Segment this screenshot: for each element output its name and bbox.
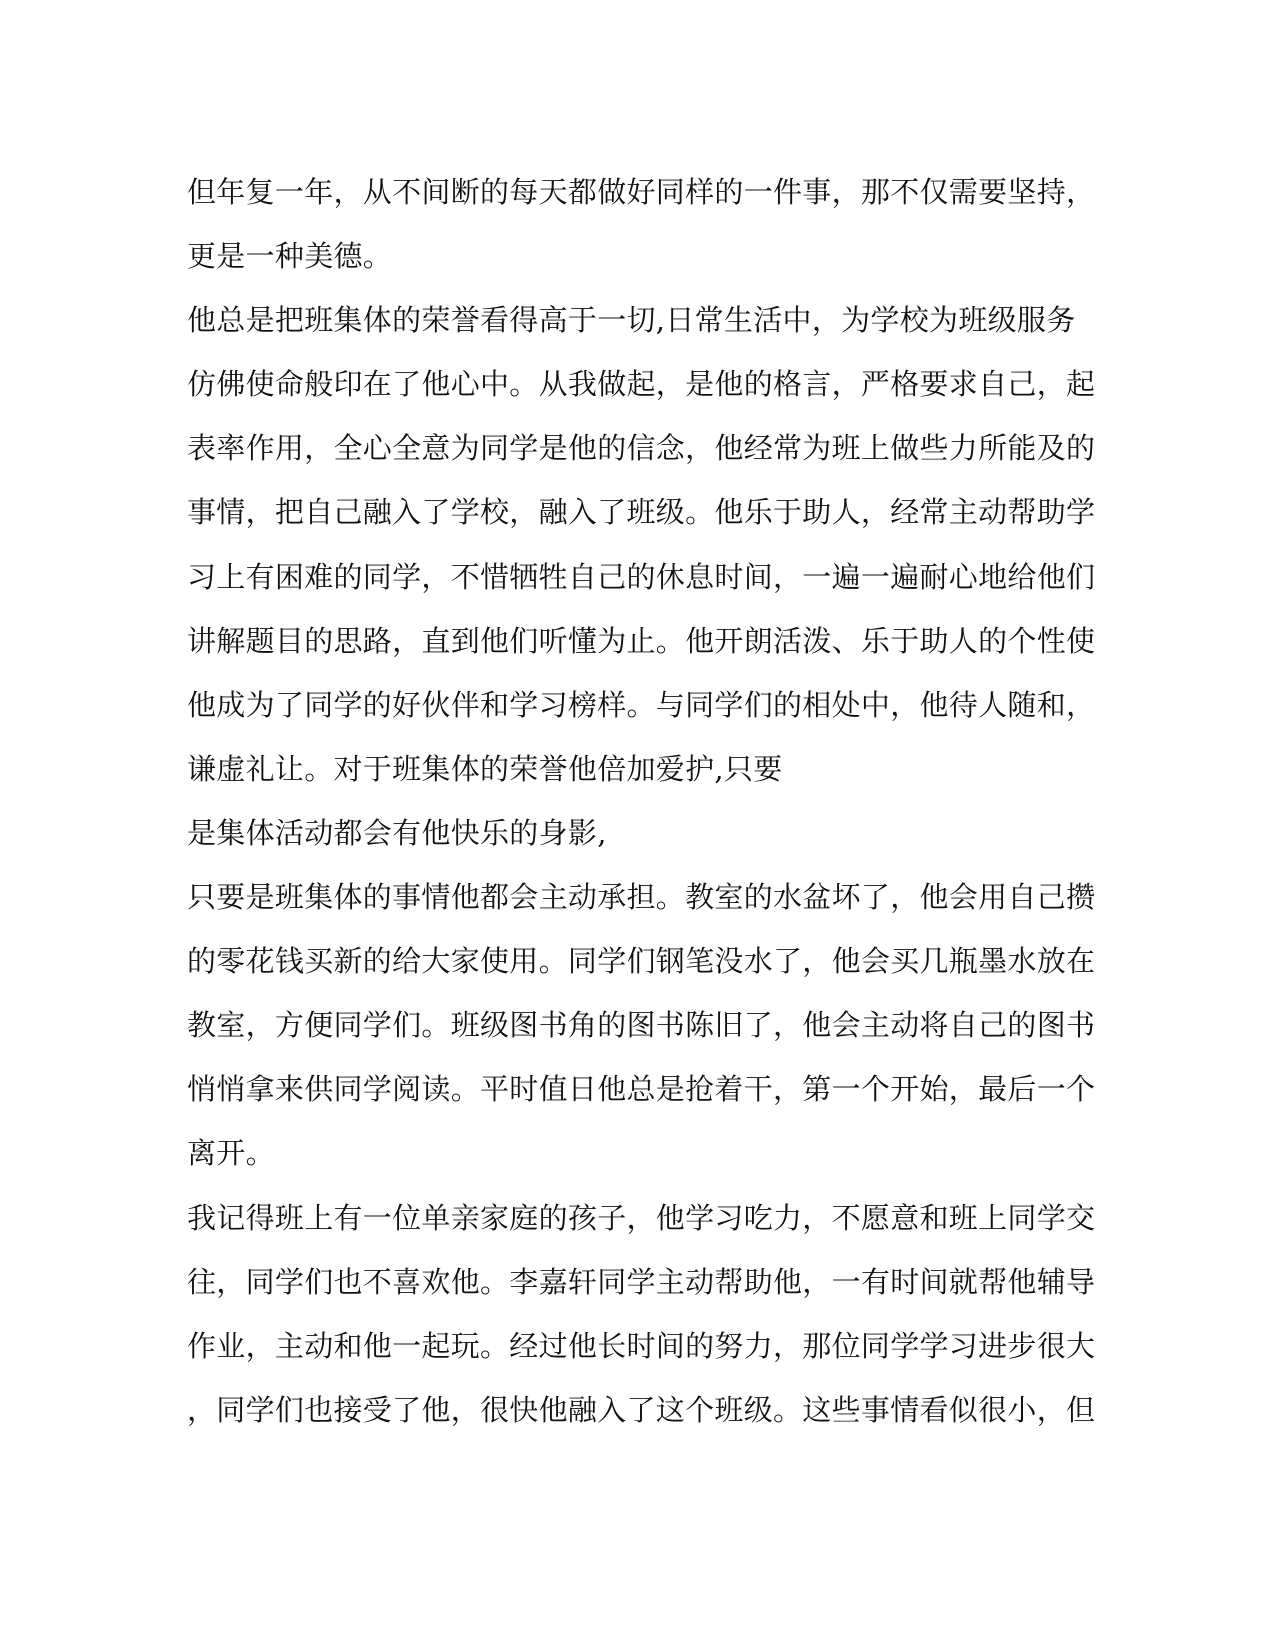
text-line: 仿佛使命般印在了他心中。从我做起，是他的格言，严格要求自己，起 <box>187 367 1096 402</box>
body-text <box>187 160 1097 1442</box>
text-line: 我记得班上有一位单亲家庭的孩子，他学习吃力，不愿意和班上同学交 <box>187 1200 1096 1235</box>
text-line: 事情，把自己融入了学校，融入了班级。他乐于助人，经常主动帮助学 <box>187 495 1096 530</box>
text-line: 他总是把班集体的荣誉看得高于一切,日常生活中，为学校为班级服务 <box>187 303 1076 338</box>
text-line: 讲解题目的思路，直到他们听懂为止。他开朗活泼、乐于助人的个性使 <box>187 623 1096 658</box>
text-line: ，同学们也接受了他，很快他融入了这个班级。这些事情看似很小，但 <box>187 1392 1096 1427</box>
text-line: 只要是班集体的事情他都会主动承担。教室的水盆坏了，他会用自己攒 <box>187 880 1096 915</box>
text-line: 的零花钱买新的给大家使用。同学们钢笔没水了，他会买几瓶墨水放在 <box>187 944 1096 979</box>
text-line: 但年复一年，从不间断的每天都做好同样的一件事，那不仅需要坚持， <box>187 175 1096 209</box>
text-line: 教室，方便同学们。班级图书角的图书陈旧了，他会主动将自己的图书 <box>187 1008 1096 1043</box>
text-line: 作业，主动和他一起玩。经过他长时间的努力，那位同学学习进步很大 <box>187 1328 1096 1363</box>
text-line: 往，同学们也不喜欢他。李嘉轩同学主动帮助他，一有时间就帮他辅导 <box>187 1264 1096 1299</box>
text-line: 他成为了同学的好伙伴和学习榜样。与同学们的相处中，他待人随和， <box>187 687 1096 722</box>
text-line: 习上有困难的同学，不惜牺牲自己的休息时间，一遍一遍耐心地给他们 <box>187 559 1096 594</box>
text-line: 表率作用，全心全意为同学是他的信念，他经常为班上做些力所能及的 <box>187 431 1096 466</box>
text-line: 更是一种美德。 <box>187 239 393 274</box>
text-line: 是集体活动都会有他快乐的身影, <box>187 815 607 850</box>
text-line: 悄悄拿来供同学阅读。平时值日他总是抢着干，第一个开始，最后一个 <box>187 1072 1096 1107</box>
text-line: 离开。 <box>187 1136 275 1171</box>
text-line: 谦虚礼让。对于班集体的荣誉他倍加爱护,只要 <box>187 751 783 786</box>
